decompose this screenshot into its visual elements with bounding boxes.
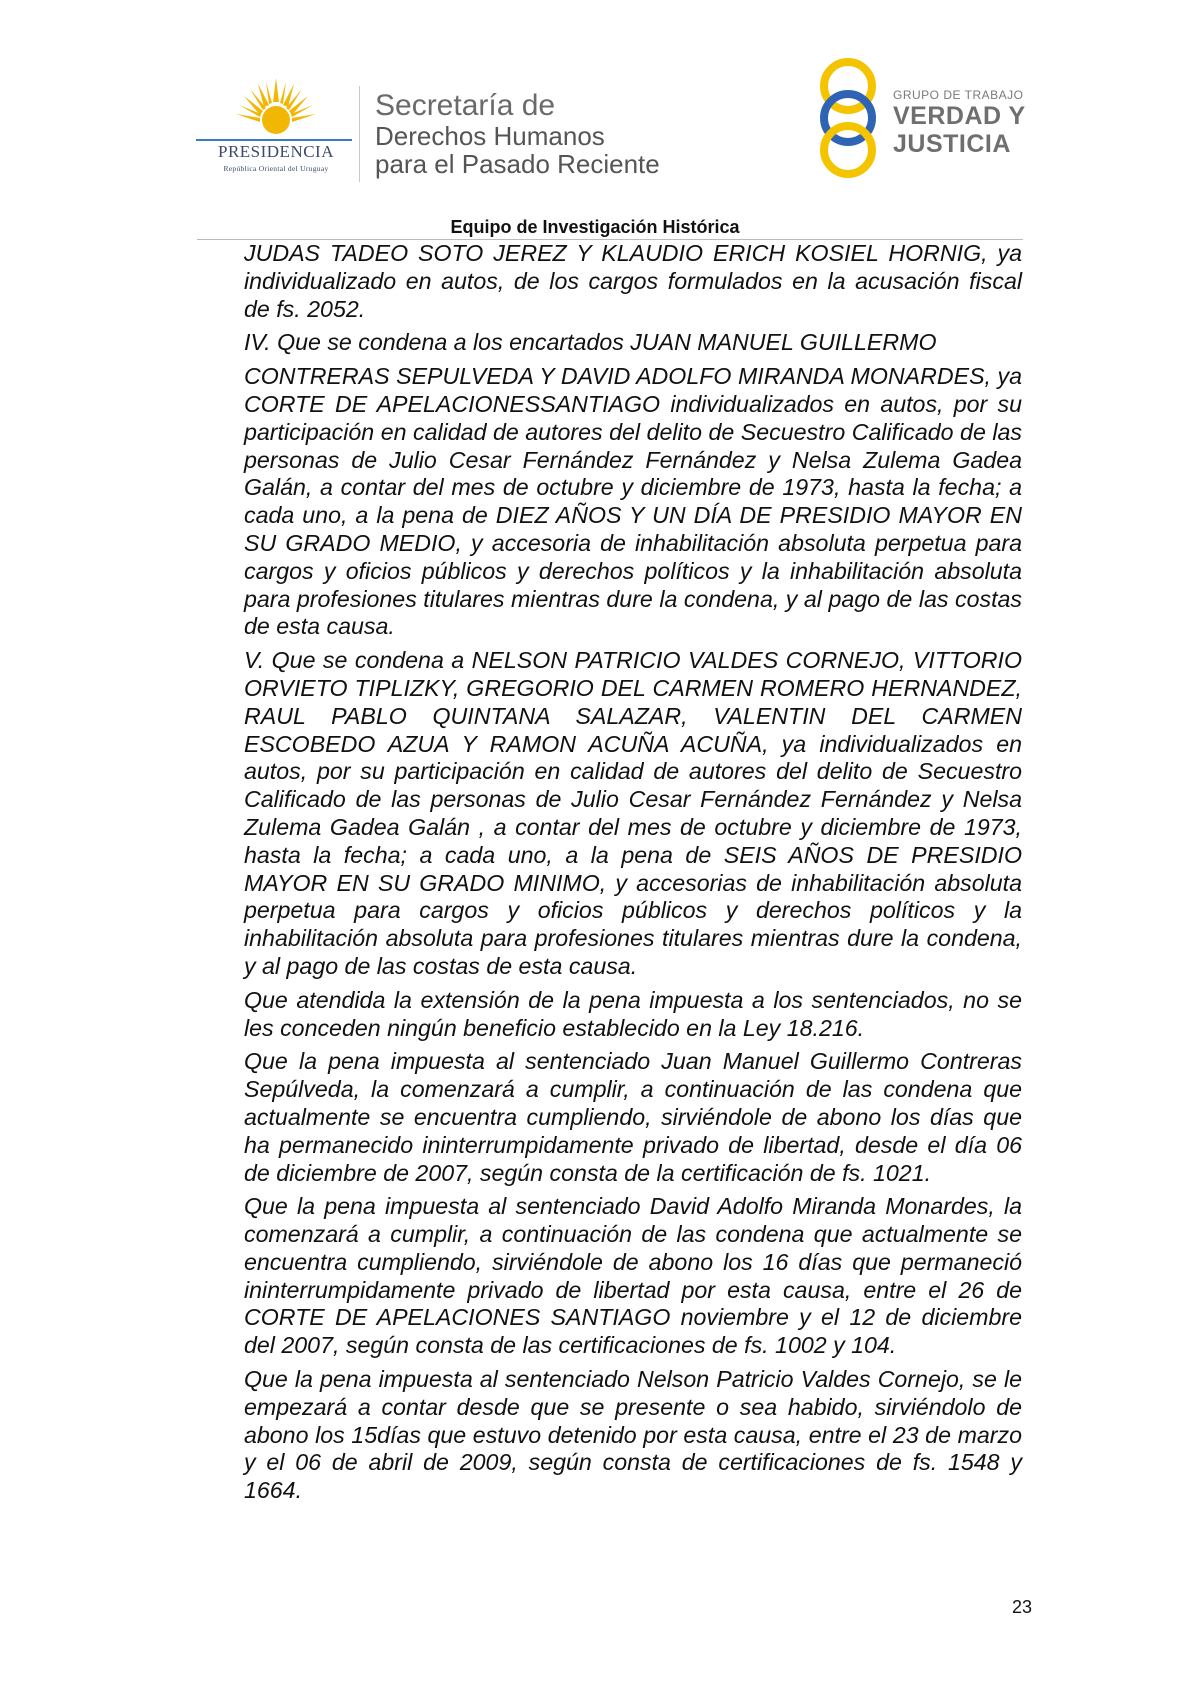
paragraph: Que la pena impuesta al sentenciado Juan Manuel Guillermo Contreras Sepúlveda, la comenzará a cumplir, a continuación de las condena que actualmente se encuentra cumpliendo, sirviéndole de abono los días que ha permanecido ininterrumpidamente privado de libertad, desde el día 06 de diciembre de 2007, según consta de la certificación de fs. 1021. [244, 1048, 1022, 1186]
grupo-de-trabajo-label: GRUPO DE TRABAJO [893, 88, 1024, 102]
secretaria-line-3: para el Pasado Reciente [375, 149, 660, 179]
paragraph: IV. Que se condena a los encartados JUAN MANUEL GUILLERMO [244, 329, 937, 356]
presidencia-underline [196, 139, 352, 141]
document-body [244, 240, 1022, 1511]
presidencia-subtitle: República Oriental del Uruguay [223, 164, 329, 173]
paragraph: JUDAS TADEO SOTO JEREZ Y KLAUDIO ERICH KOSIEL HORNIG, ya individualizado en autos, de los cargos formulados en la acusación fiscal de fs. 2052. [244, 240, 1022, 322]
presidencia-title: PRESIDENCIA [217, 142, 334, 161]
page-header [0, 0, 1190, 237]
paragraph: Que la pena impuesta al sentenciado David Adolfo Miranda Monardes, la comenzará a cumplir, a continuación de las condena que actualmente se encuentra cumpliendo, sirviéndole de abono los 16 días que permaneció ininterrumpidamente privado de libertad por esta causa, entre el 26 de CORTE DE APELACIONES SANTIAGO noviembre y el 12 de diciembre del 2007, según consta de las certificaciones de fs. 1002 y 104. [244, 1193, 1022, 1359]
secretaria-line-1: Secretaría de [375, 89, 556, 122]
secretaria-logo-text [375, 90, 755, 178]
header-divider [359, 86, 360, 182]
presidencia-logo [196, 78, 356, 182]
secretaria-line-2: Derechos Humanos [375, 121, 605, 151]
paragraph: Que la pena impuesta al sentenciado Nelson Patricio Valdes Cornejo, se le empezará a contar desde que se presente o sea habido, sirviéndolo de abono los 15días que estuvo detenido por esta causa, entre el 23 de marzo y el 06 de abril de 2009, según consta de certificaciones de fs. 1548 y 1664. [244, 1366, 1022, 1504]
verdad-y-label: VERDAD Y [893, 102, 1026, 130]
sun-icon [236, 78, 316, 140]
paragraph: Que atendida la extensión de la pena impuesta a los sentenciados, no se les conceden ningún beneficio establecido en la Ley 18.216. [244, 986, 1022, 1041]
paragraph: CONTRERAS SEPULVEDA Y DAVID ADOLFO MIRANDA MONARDES, ya CORTE DE APELACIONESSANTIAGO individualizados en autos, por su participación en calidad de autores del delito de Secuestro Calificado de las personas de Julio Cesar Fernández Fernández y Nelsa Zulema Gadea Galán, a contar del mes de octubre y diciembre de 1973, hasta la fecha; a cada uno, a la pena de DIEZ AÑOS Y UN DÍA DE PRESIDIO MAYOR EN SU GRADO MEDIO, y accesoria de inhabilitación absoluta perpetua para cargos y oficios públicos y derechos políticos y la inhabilitación absoluta para profesiones titulares mientras dure la condena, y al pago de las costas de esta causa. [244, 363, 1022, 640]
paragraph: V. Que se condena a NELSON PATRICIO VALDES CORNEJO, VITTORIO ORVIETO TIPLIZKY, GREGORIO DEL CARMEN ROMERO HERNANDEZ, RAUL PABLO QUINTANA SALAZAR, VALENTIN DEL CARMEN ESCOBEDO AZUA Y RAMON ACUÑA ACUÑA, ya individualizados en autos, por su participación en calidad de autores del delito de Secuestro Calificado de las personas de Julio Cesar Fernández Fernández y Nelsa Zulema Gadea Galán , a contar del mes de octubre y diciembre de 1973, hasta la fecha; a cada uno, a la pena de SEIS AÑOS DE PRESIDIO MAYOR EN SU GRADO MINIMO, y accesorias de inhabilitación absoluta perpetua para cargos y oficios públicos y derechos políticos y la inhabilitación absoluta para profesiones titulares mientras dure la condena, y al pago de las costas de esta causa. [244, 647, 1022, 979]
verdad-justicia-rings-icon [818, 56, 878, 180]
page-number: 23 [1011, 1597, 1032, 1617]
verdad-justicia-logo-text [893, 88, 1043, 158]
team-title: Equipo de Investigación Histórica [450, 217, 740, 237]
justicia-label: JUSTICIA [893, 130, 1011, 158]
